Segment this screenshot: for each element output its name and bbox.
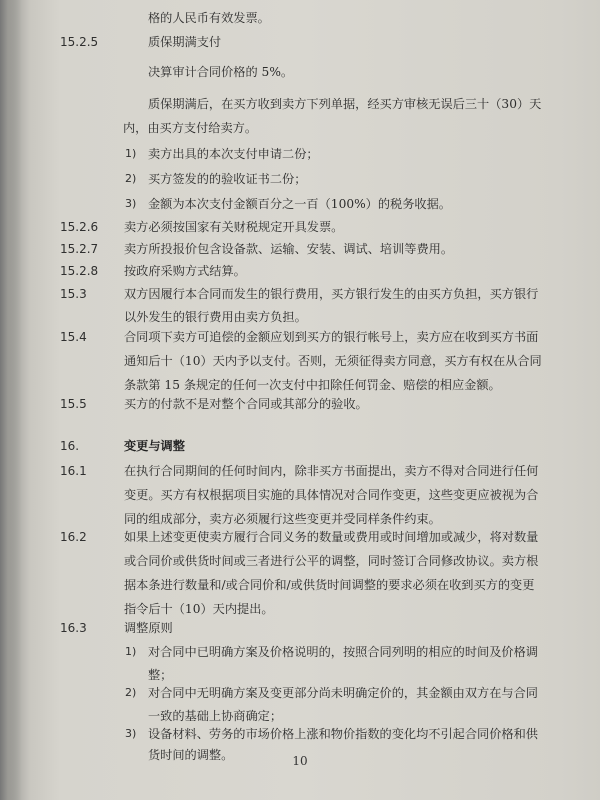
body-text-line: 质保期满支付 [148, 35, 222, 49]
list-marker: 3) [125, 197, 137, 210]
body-text-line: 买方的付款不是对整个合同或其部分的验收。 [124, 397, 368, 411]
body-text-line: 指令后十（10）天内提出。 [124, 602, 274, 616]
clause-number: 15.2.5 [60, 35, 99, 49]
clause-number: 15.4 [60, 330, 87, 344]
body-text-line: 卖方必须按国家有关财税规定开具发票。 [124, 220, 344, 234]
body-text-line: 按政府采购方式结算。 [124, 264, 246, 278]
clause-number: 15.3 [60, 287, 87, 301]
body-text-line: 格的人民币有效发票。 [148, 11, 270, 25]
clause-number: 15.2.6 [60, 220, 99, 234]
page-number: 10 [292, 754, 308, 768]
clause-number: 16.3 [60, 621, 87, 635]
clause-number: 15.2.8 [60, 264, 99, 278]
body-text-line: 或合同价或供货时间或三者进行公平的调整，同时签订合同修改协议。卖方根 [124, 554, 539, 568]
body-text-line: 合同项下卖方可追偿的金额应划到买方的银行帐号上，卖方应在收到买方书面 [124, 330, 539, 344]
clause-number: 16.1 [60, 464, 87, 478]
list-marker: 2) [125, 172, 137, 185]
body-text-line: 决算审计合同价格的 5%。 [148, 65, 294, 79]
body-text-line: 双方因履行本合同而发生的银行费用，买方银行发生的由买方负担，买方银行 [124, 287, 539, 301]
body-text-line: 条款第 15 条规定的任何一次支付中扣除任何罚金、赔偿的相应金额。 [124, 378, 501, 392]
body-text-line: 内，由买方支付给卖方。 [123, 121, 258, 135]
body-text-line: 买方签发的的验收证书二份； [148, 172, 307, 186]
page-binding-shadow [0, 0, 22, 800]
body-text-line: 变更。买方有权根据项目实施的具体情况对合同作变更，这些变更应被视为合 [124, 488, 539, 502]
body-text-line: 通知后十（10）天内予以支付。否则，无须征得卖方同意，买方有权在从合同 [124, 354, 542, 368]
body-text-line: 卖方出具的本次支付申请二份； [148, 147, 319, 161]
body-text-line: 整； [148, 668, 173, 682]
body-text-line: 调整原则 [124, 621, 173, 635]
list-marker: 2) [125, 686, 137, 699]
body-text-line: 据本条进行数量和/或合同价和/或供货时间调整的要求必须在收到买方的变更 [124, 578, 535, 592]
body-text-line: 金额为本次支付金额百分之一百（100%）的税务收据。 [148, 197, 451, 211]
section-heading: 变更与调整 [124, 439, 185, 453]
body-text-line: 以外发生的银行费用由卖方负担。 [124, 310, 307, 324]
body-text-line: 在执行合同期间的任何时间内，除非买方书面提出，卖方不得对合同进行任何 [124, 464, 539, 478]
clause-number: 15.5 [60, 397, 87, 411]
body-text-line: 一致的基础上协商确定； [148, 709, 283, 723]
body-text-line: 卖方所投报价包含设备款、运输、安装、调试、培训等费用。 [124, 242, 454, 256]
body-text-line: 货时间的调整。 [148, 748, 234, 762]
body-text-line: 如果上述变更使卖方履行合同义务的数量或费用或时间增加或减少，将对数量 [124, 530, 539, 544]
body-text-line: 质保期满后，在买方收到卖方下列单据，经买方审核无误后三十（30）天 [148, 97, 542, 111]
body-text-line: 同的组成部分，卖方必须履行这些变更并受同样条件约束。 [124, 512, 441, 526]
clause-number: 16.2 [60, 530, 87, 544]
list-marker: 1) [125, 645, 137, 658]
clause-number: 16. [60, 439, 80, 453]
list-marker: 1) [125, 147, 137, 160]
body-text-line: 对合同中已明确方案及价格说明的，按照合同列明的相应的时间及价格调 [148, 645, 538, 659]
list-marker: 3) [125, 727, 137, 740]
clause-number: 15.2.7 [60, 242, 99, 256]
body-text-line: 设备材料、劳务的市场价格上涨和物价指数的变化均不引起合同价格和供 [148, 727, 538, 741]
body-text-line: 对合同中无明确方案及变更部分尚未明确定价的，其金额由双方在与合同 [148, 686, 538, 700]
